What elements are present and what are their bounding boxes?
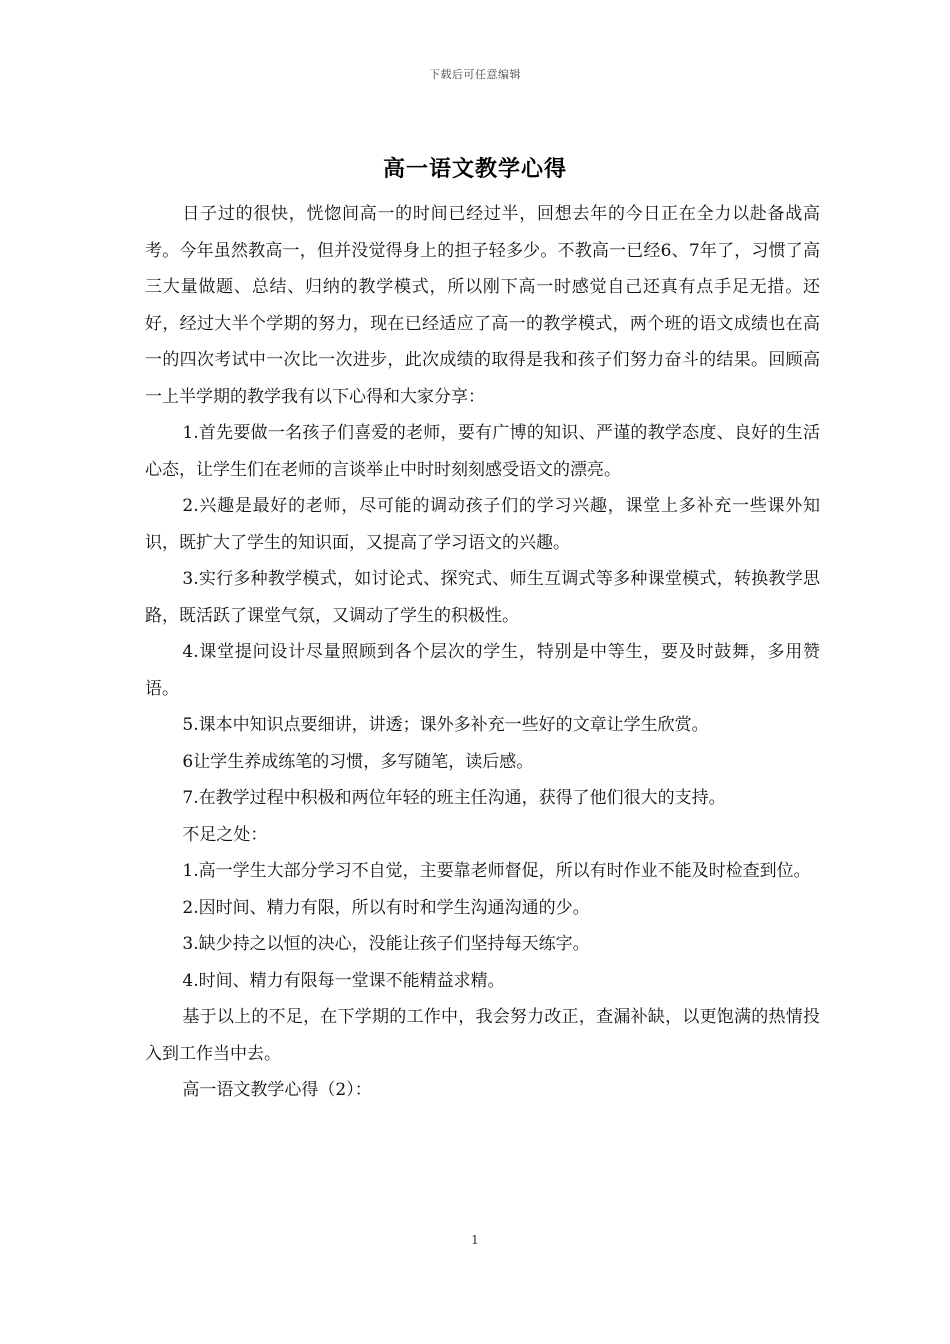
paragraph-shortcoming-3: 3.缺少持之以恒的决心，没能让孩子们坚持每天练字。 xyxy=(182,934,590,954)
paragraph-point-2: 2.兴趣是最好的老师，尽可能的调动孩子们的学习兴趣，课堂上多补充一些课外知识，既扩大了学生的知识面，又提高了学习语文的兴趣。 xyxy=(145,496,820,553)
page-number: 1 xyxy=(471,1233,479,1247)
document-title: 高一语文教学心得 xyxy=(382,156,567,182)
document-body xyxy=(145,196,820,1109)
paragraph-point-6: 6让学生养成练笔的习惯，多写随笔，读后感。 xyxy=(182,751,534,772)
paragraph-shortcoming-4: 4.时间、精力有限每一堂课不能精益求精。 xyxy=(182,970,505,991)
paragraph-shortcoming-1: 1.高一学生大部分学习不自觉，主要靠老师督促，所以有时作业不能及时检查到位。 xyxy=(182,861,811,881)
paragraph-conclusion: 基于以上的不足，在下学期的工作中，我会努力改正，查漏补缺，以更饱满的热情投入到工作当中去。 xyxy=(145,1007,820,1064)
paragraph-intro: 日子过的很快，恍惚间高一的时间已经过半，回想去年的今日正在全力以赴备战高考。今年虽然教高一，但并没觉得身上的担子轻多少。不教高一已经6、7年了，习惯了高三大量做题、总结、归纳的教学模式，所以刚下高一时感觉自己还真有点手足无措。还好，经过大半个学期的努力，现在已经适应了高一的教学模式，两个班的语文成绩也在高一的四次考试中一次比一次进步，此次成绩的取得是我和孩子们努力奋斗的结果。回顾高一上半学期的教学我有以下心得和大家分享： xyxy=(145,204,820,407)
paragraph-next-section: 高一语文教学心得（2）： xyxy=(182,1080,372,1100)
paragraph-point-1: 1.首先要做一名孩子们喜爱的老师，要有广博的知识、严谨的教学态度、良好的生活心态，让学生们在老师的言谈举止中时时刻刻感受语文的漂亮。 xyxy=(145,423,820,480)
paragraph-point-5: 5.课本中知识点要细讲，讲透；课外多补充一些好的文章让学生欣赏。 xyxy=(182,715,709,735)
paragraph-shortcoming-2: 2.因时间、精力有限，所以有时和学生沟通沟通的少。 xyxy=(182,897,590,918)
header-note: 下载后可任意编辑 xyxy=(429,68,521,81)
paragraph-point-7: 7.在教学过程中积极和两位年轻的班主任沟通，获得了他们很大的支持。 xyxy=(182,788,726,808)
paragraph-point-4: 4.课堂提问设计尽量照顾到各个层次的学生，特别是中等生，要及时鼓舞，多用赞语。 xyxy=(145,642,820,699)
paragraph-shortcomings-heading: 不足之处： xyxy=(182,824,268,845)
paragraph-point-3: 3.实行多种教学模式，如讨论式、探究式、师生互调式等多种课堂模式，转换教学思路，既活跃了课堂气氛，又调动了学生的积极性。 xyxy=(145,569,820,626)
